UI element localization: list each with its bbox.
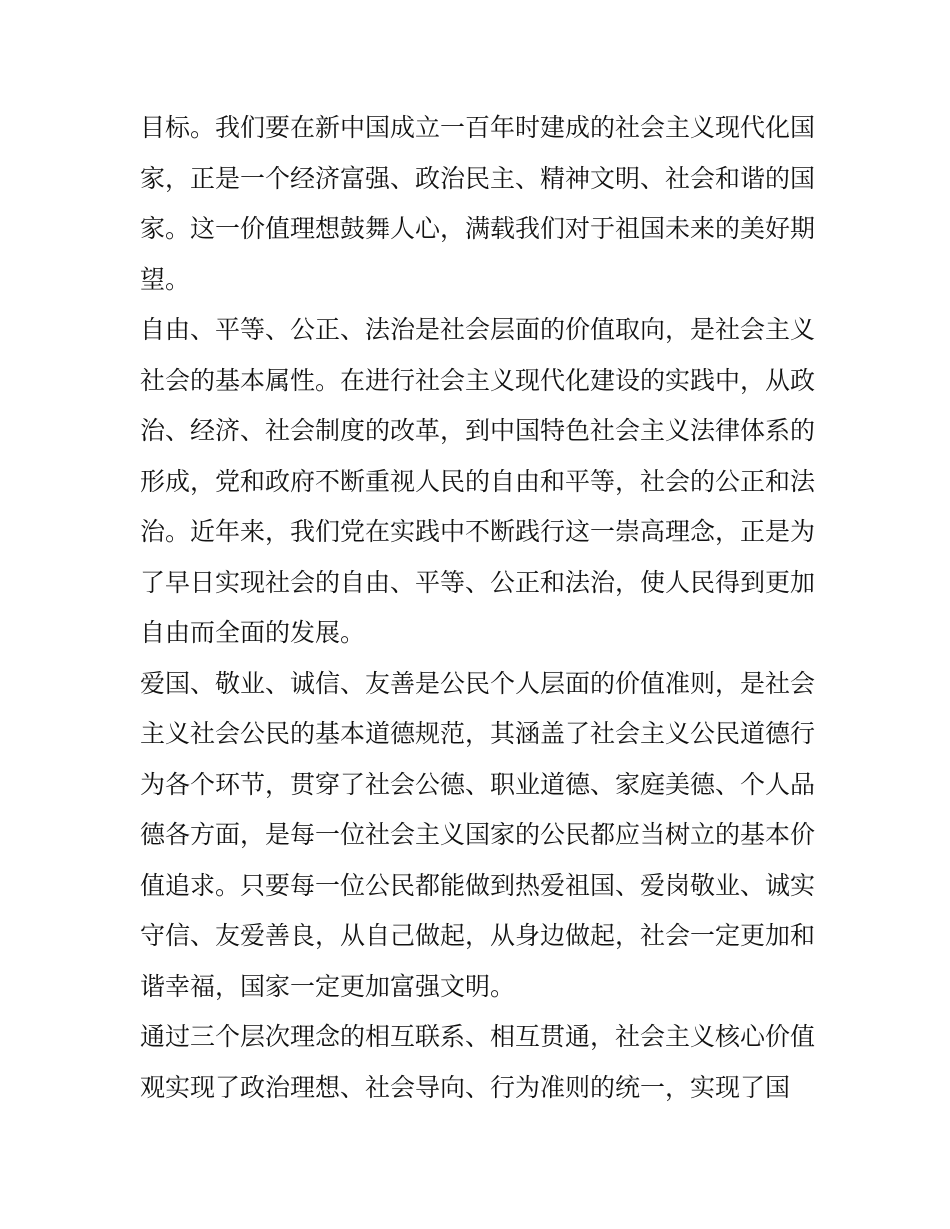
text-line: 目标。我们要在新中国成立一百年时建成的社会主义现代化国: [140, 113, 816, 142]
text-line: 治、经济、社会制度的改革，到中国特色社会主义法律体系的: [140, 416, 816, 445]
text-line: 守信、友爱善良，从自己做起，从身边做起，社会一定更加和: [140, 921, 816, 950]
text-line: 了早日实现社会的自由、平等、公正和法治，使人民得到更加: [140, 567, 816, 597]
text-line: 望。: [140, 264, 191, 294]
text-line: 自由、平等、公正、法治是社会层面的价值取向，是社会主义: [140, 315, 816, 344]
document-body: [140, 103, 815, 1113]
text-line: 值追求。只要每一位公民都能做到热爱祖国、爱岗敬业、诚实: [140, 870, 816, 900]
text-line: 社会的基本属性。在进行社会主义现代化建设的实践中，从政: [140, 365, 816, 395]
text-line: 形成，党和政府不断重视人民的自由和平等，社会的公正和法: [140, 466, 816, 496]
text-line: 通过三个层次理念的相互联系、相互贯通，社会主义核心价值: [140, 1022, 816, 1051]
text-line: 德各方面，是每一位社会主义国家的公民都应当树立的基本价: [140, 820, 816, 849]
text-line: 家，正是一个经济富强、政治民主、精神文明、社会和谐的国: [140, 163, 816, 193]
text-line: 家。这一价值理想鼓舞人心，满载我们对于祖国未来的美好期: [140, 214, 816, 243]
text-line: 观实现了政治理想、社会导向、行为准则的统一，实现了国: [140, 1072, 791, 1102]
text-line: 主义社会公民的基本道德规范，其涵盖了社会主义公民道德行: [140, 719, 816, 748]
text-line: 爱国、敬业、诚信、友善是公民个人层面的价值准则，是社会: [140, 668, 816, 698]
text-line: 为各个环节，贯穿了社会公德、职业道德、家庭美德、个人品: [140, 769, 816, 799]
text-line: 谐幸福，国家一定更加富强文明。: [140, 971, 516, 1001]
text-line: 治。近年来，我们党在实践中不断践行这一崇高理念，正是为: [140, 517, 816, 546]
text-line: 自由而全面的发展。: [140, 618, 366, 647]
